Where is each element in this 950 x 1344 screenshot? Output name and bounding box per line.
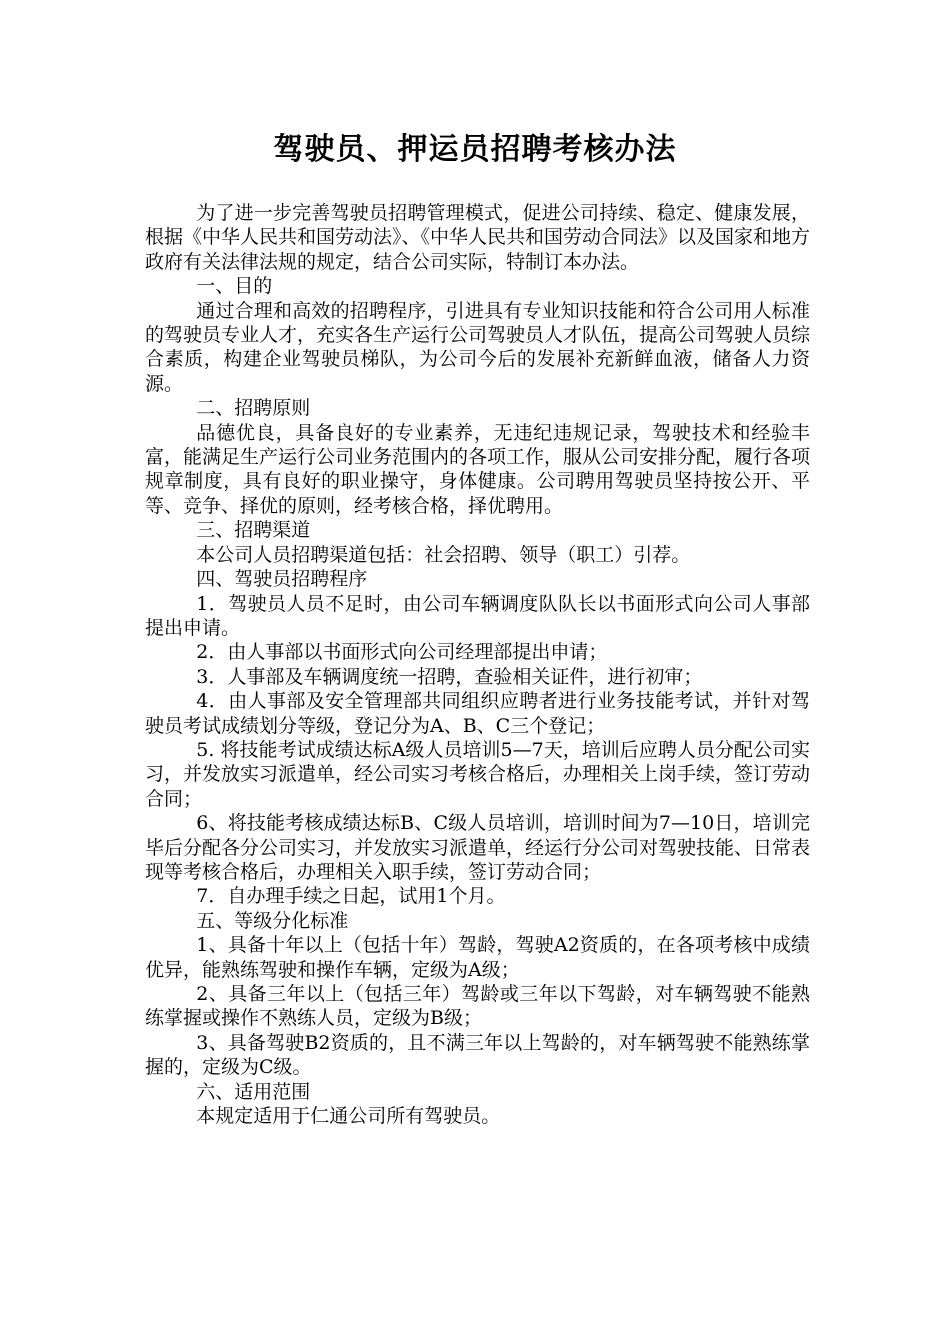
grading-item: 1、具备十年以上（包括十年）驾龄，驾驶A2资质的，在各项考核中成绩优异，能熟练驾驶和操作车辆，定级为A级； — [145, 934, 810, 981]
procedure-item: 1．驾驶员人员不足时，由公司车辆调度队队长以书面形式向公司人事部提出申请。 — [145, 592, 810, 639]
procedure-item: 3．人事部及车辆调度统一招聘，查验相关证件，进行初审； — [196, 665, 703, 688]
grading-item: 3、具备驾驶B2资质的，且不满三年以上驾龄的，对车辆驾驶不能熟练掌握的，定级为C级。 — [145, 1031, 810, 1079]
document-body — [145, 201, 810, 1128]
heading-channels: 三、招聘渠道 — [196, 519, 311, 542]
procedure-item: 6、将技能考核成绩达标B、C级人员培训，培训时间为7—10日，培训完毕后分配各分公司实习，并发放实习派遣单，经运行分公司对驾驶技能、日常表现等考核合格后，办理相关入职手续，签订劳动合同； — [145, 812, 811, 883]
document-title: 驾驶员、押运员招聘考核办法 — [273, 132, 677, 167]
paragraph-purpose: 通过合理和高效的招聘程序，引进具有专业知识技能和符合公司用人标准的驾驶员专业人才，充实各生产运行公司驾驶员人才队伍，提高公司驾驶人员综合素质，构建企业驾驶员梯队，为公司今后的发展补充新鲜血液，储备人力资源。 — [145, 299, 811, 395]
heading-purpose: 一、目的 — [196, 275, 273, 298]
procedure-item: 2．由人事部以书面形式向公司经理部提出申请； — [196, 641, 608, 664]
paragraph-principles: 品德优良，具备良好的专业素养，无违纪违规记录，驾驶技术和经验丰富，能满足生产运行公司业务范围内的各项工作，服从公司安排分配，履行各项规章制度，具有良好的职业操守，身体健康。公司聘用驾驶员坚持按公开、平等、竞争、择优的原则，经考核合格，择优聘用。 — [145, 421, 811, 517]
heading-principles: 二、招聘原则 — [196, 397, 311, 420]
heading-grading: 五、等级分化标准 — [196, 909, 349, 932]
paragraph-scope: 本规定适用于仁通公司所有驾驶员。 — [196, 1105, 501, 1128]
paragraph-channels: 本公司人员招聘渠道包括：社会招聘、领导（职工）引荐。 — [196, 543, 691, 566]
heading-scope: 六、适用范围 — [196, 1080, 311, 1103]
procedure-item: 5. 将技能考试成绩达标A级人员培训5—7天，培训后应聘人员分配公司实习，并发放实习派遣单，经公司实习考核合格后，办理相关上岗手续，签订劳动合同； — [145, 738, 811, 810]
grading-item: 2、具备三年以上（包括三年）驾龄或三年以下驾龄，对车辆驾驶不能熟练掌握或操作不熟练人员，定级为B级； — [145, 983, 810, 1030]
procedure-item: 7．自办理手续之日起，试用1个月。 — [196, 885, 506, 908]
heading-procedure: 四、驾驶员招聘程序 — [196, 568, 368, 591]
procedure-item: 4．由人事部及安全管理部共同组织应聘者进行业务技能考试，并针对驾驶员考试成绩划分等级，登记分为A、B、C三个登记； — [145, 690, 810, 737]
paragraph-intro: 为了进一步完善驾驶员招聘管理模式，促进公司持续、稳定、健康发展，根据《中华人民共和国劳动法》、《中华人民共和国劳动合同法》以及国家和地方政府有关法律法规的规定，结合公司实际，特制订本办法。 — [145, 202, 811, 273]
